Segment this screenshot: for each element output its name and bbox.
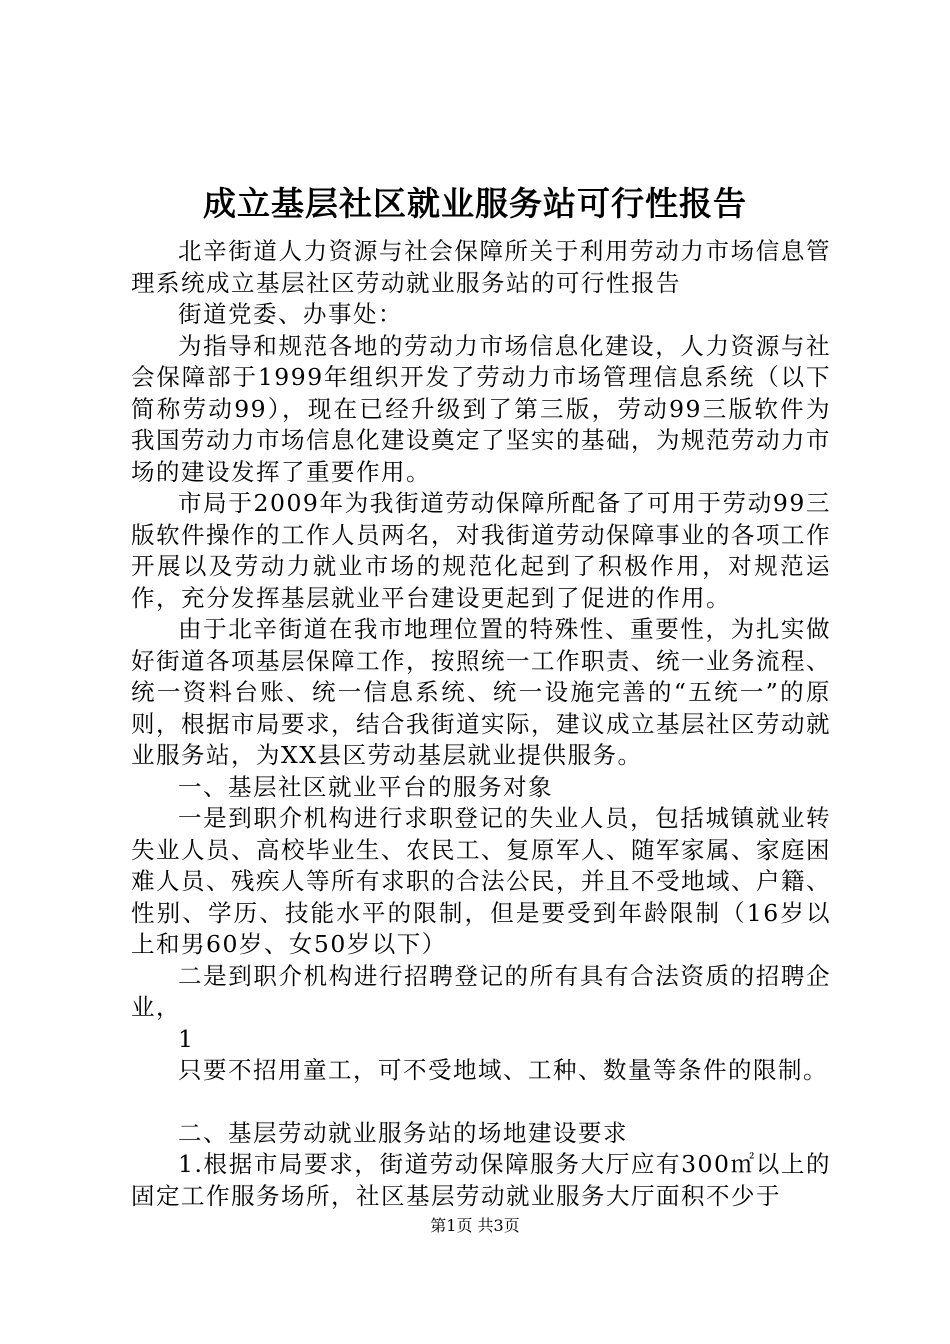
paragraph-job-seekers: 一是到职介机构进行求职登记的失业人员，包括城镇就业转失业人员、高校毕业生、农民工、复原军人、随军家属、家庭困难人员、残疾人等所有求职的合法公民，并且不受地域、户籍、性别、学历、技能水平的限制，但是要受到年龄限制（16岁以上和男60岁、女50岁以下） xyxy=(131,804,831,958)
document-body xyxy=(131,236,831,1212)
paragraph-site-area: 1.根据市局要求，街道劳动保障服务大厅应有300㎡以上的固定工作服务场所，社区基层劳动就业服务大厅面积不少于 xyxy=(131,1150,831,1210)
paragraph-restrictions: 只要不招用童工，可不受地域、工种、数量等条件的限制。 xyxy=(178,1056,828,1084)
paragraph-report-heading: 北辛街道人力资源与社会保障所关于利用劳动力市场信息管理系统成立基层社区劳动就业服务站的可行性报告 xyxy=(131,237,831,297)
paragraph-salutation: 街道党委、办事处： xyxy=(178,300,403,328)
paragraph-background: 为指导和规范各地的劳动力市场信息化建设，人力资源与社会保障部于1999年组织开发了劳动力市场管理信息系统（以下简称劳动99），现在已经升级到了第三版，劳动99三版软件为我国劳动力市场信息化建设奠定了坚实的基础，为规范劳动力市场的建设发挥了重要作用。 xyxy=(131,331,831,486)
paragraph-gap xyxy=(131,1087,831,1118)
page-footer: 第1页 共3页 xyxy=(430,1216,520,1235)
document-title: 成立基层社区就业服务站可行性报告 xyxy=(203,184,747,223)
section-heading-service-targets: 一、基层社区就业平台的服务对象 xyxy=(178,772,553,801)
paragraph-proposal: 由于北辛街道在我市地理位置的特殊性、重要性，为扎实做好街道各项基层保障工作，按照统一工作职责、统一业务流程、统一资料台账、统一信息系统、统一设施完善的“五统一”的原则，根据市局要求，结合我街道实际，建议成立基层社区劳动就业服务站，为XX县区劳动基层就业提供服务。 xyxy=(131,615,831,769)
section-heading-site-requirements: 二、基层劳动就业服务站的场地建设要求 xyxy=(178,1118,628,1147)
page-marker: 1 xyxy=(178,1024,195,1053)
paragraph-employers: 二是到职介机构进行招聘登记的所有具有合法资质的招聘企业， xyxy=(131,961,831,1021)
paragraph-staffing: 市局于2009年为我街道劳动保障所配备了可用于劳动99三版软件操作的工作人员两名，对我街道劳动保障事业的各项工作开展以及劳动力就业市场的规范化起到了积极作用，对规范运作，充分发挥基层就业平台建设更起到了促进的作用。 xyxy=(131,489,831,612)
